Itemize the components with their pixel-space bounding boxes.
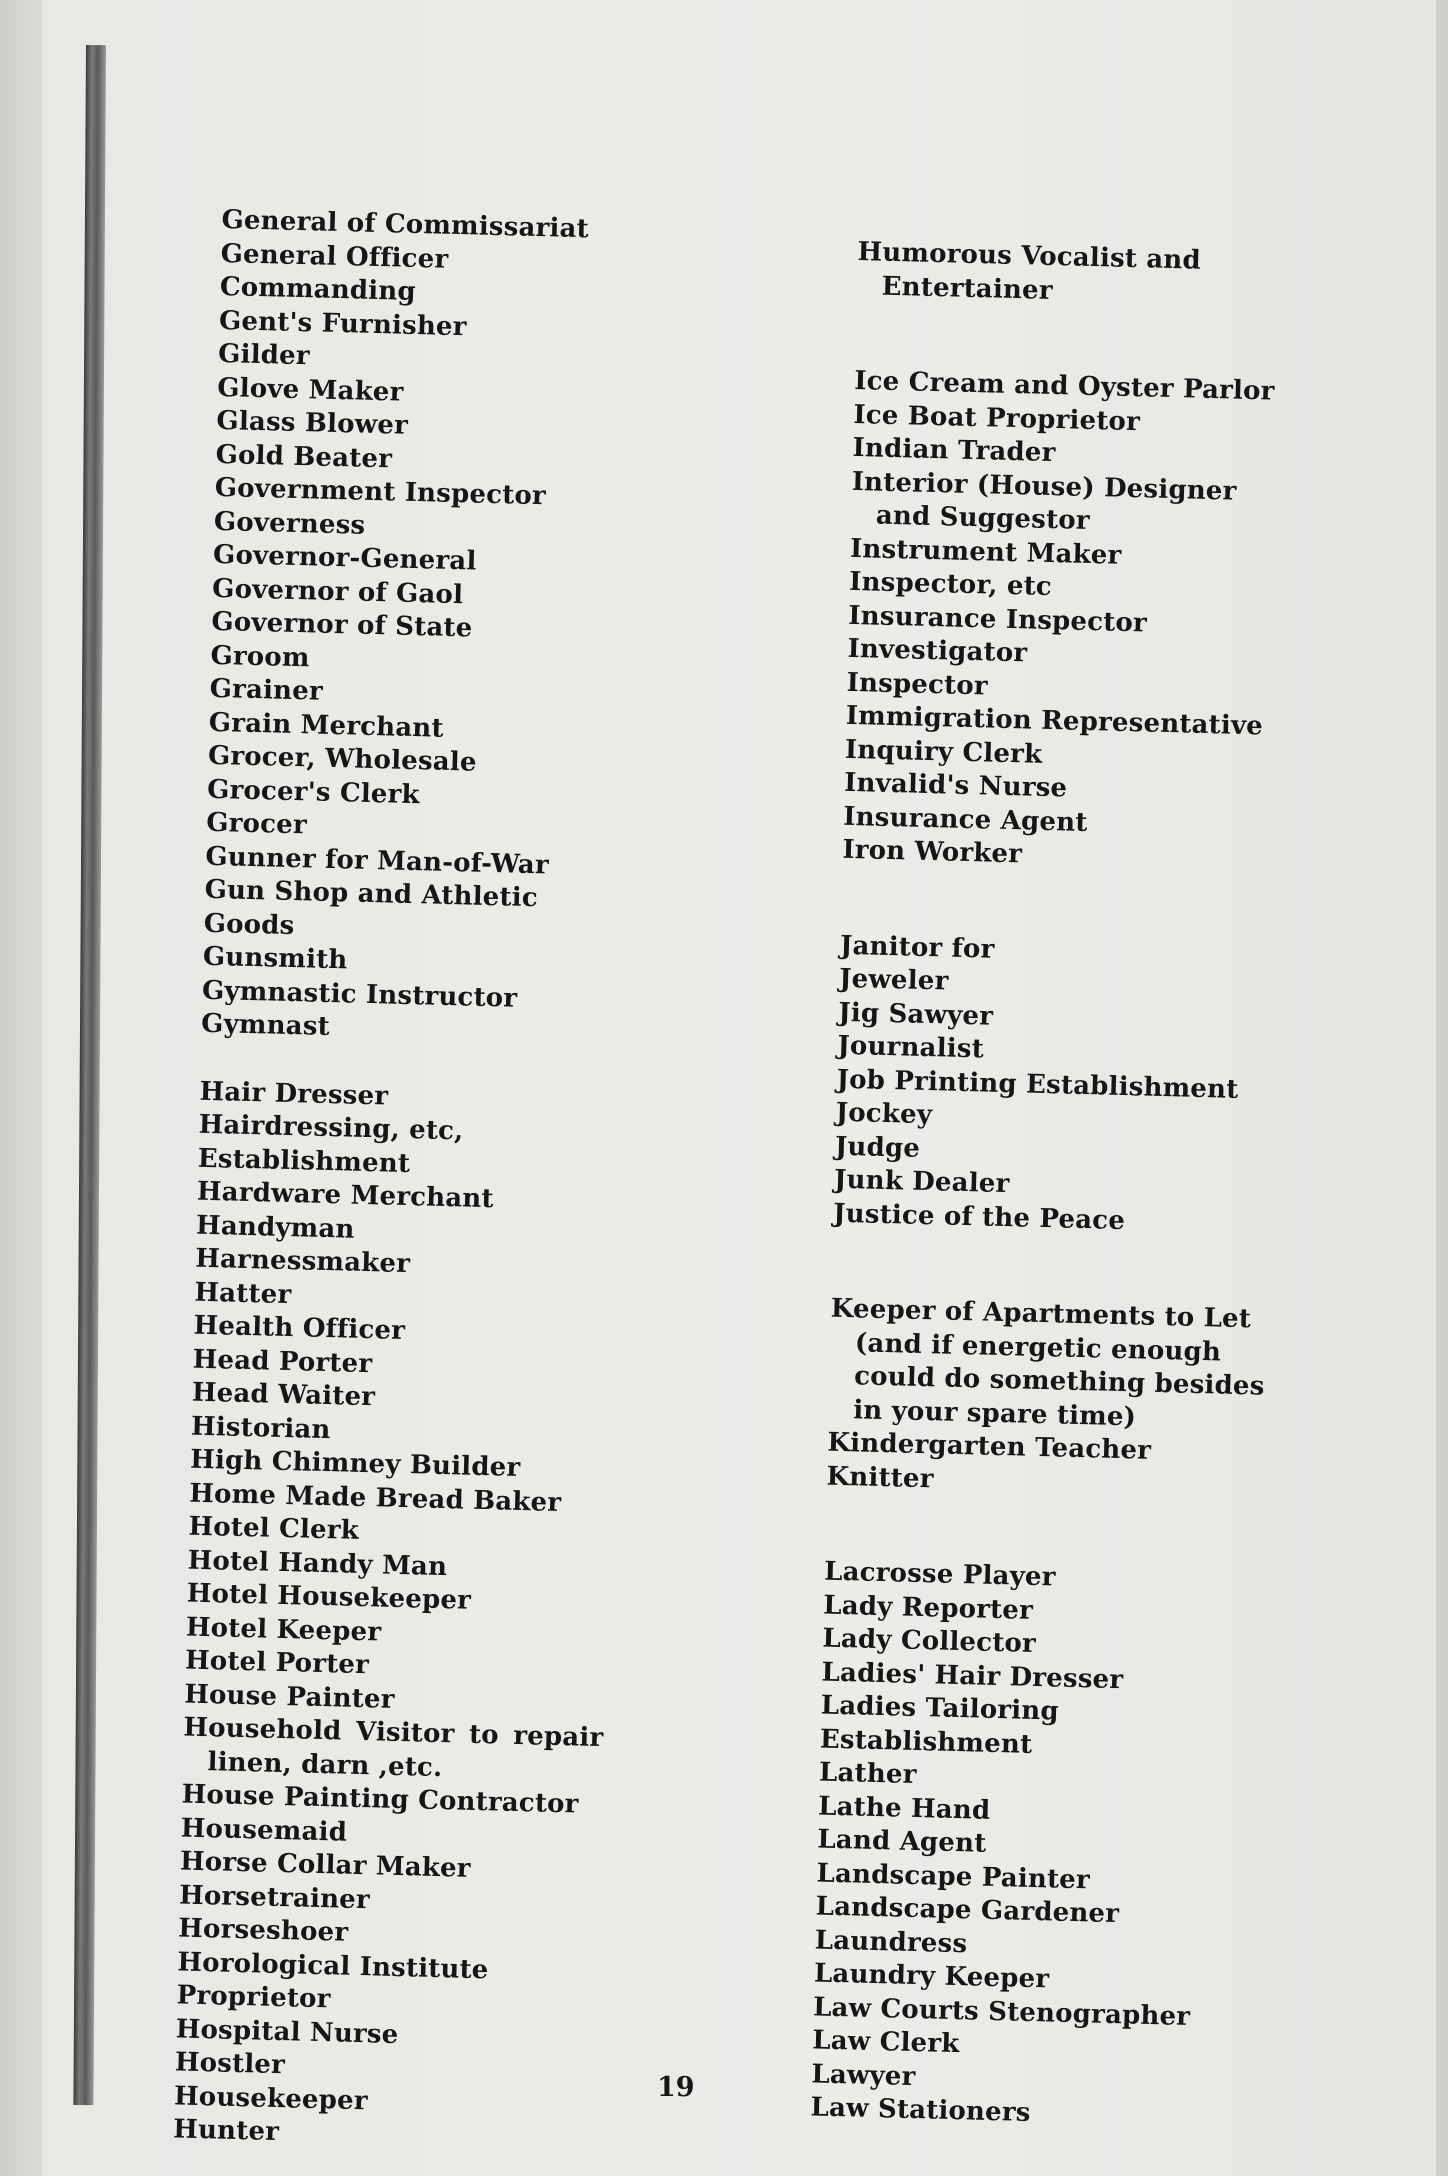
occupation-entry: Gilder xyxy=(217,338,311,372)
occupation-entry: Knitter xyxy=(826,1461,935,1494)
occupation-entry: Governor-General xyxy=(212,539,477,577)
occupation-entry: Hostler xyxy=(174,2047,286,2081)
occupation-entry: Law Stationers xyxy=(810,2092,1031,2128)
occupation-entry: Lathe Hand xyxy=(817,1791,991,1826)
occupation-entry: House Painter xyxy=(183,1679,395,1715)
occupation-entry: Judge xyxy=(834,1131,921,1164)
occupation-entry: Health Officer xyxy=(193,1310,406,1346)
occupation-entry: Grocer's Clerk xyxy=(206,774,421,810)
occupation-entry: Law Courts Stenographer xyxy=(812,1991,1191,2032)
occupation-entry: Governor of State xyxy=(211,606,473,644)
occupation-entry: Landscape Painter xyxy=(816,1857,1091,1895)
occupation-entry: Hardware Merchant xyxy=(196,1176,495,1215)
occupation-entry: Inspector, etc xyxy=(848,566,1053,603)
occupation-entry: Hotel Porter xyxy=(184,1645,370,1681)
occupation-entry: Hospital Nurse xyxy=(175,2013,399,2050)
occupation-entry: Lady Reporter xyxy=(822,1590,1034,1626)
occupation-entry: Gent's Furnisher xyxy=(218,305,468,342)
occupation-entry: Laundry Keeper xyxy=(813,1958,1050,1995)
occupation-entry: Grocer, Wholesale xyxy=(207,740,478,778)
occupation-entry: Glove Maker xyxy=(216,372,404,408)
section-gap xyxy=(840,867,1281,940)
occupation-entry: Humorous Vocalist and Entertainer xyxy=(857,236,1202,306)
occupation-entry: Insurance Inspector xyxy=(848,600,1148,638)
occupation-entry: Gold Beater xyxy=(215,439,393,474)
occupation-entry: Ladies' Hair Dresser xyxy=(821,1657,1124,1695)
occupation-entry: Horological Institute Proprietor xyxy=(176,1946,489,2015)
occupation-entry: Hotel Keeper xyxy=(185,1612,382,1647)
occupation-entry: Landscape Gardener xyxy=(815,1891,1120,1930)
occupation-entry: Investigator xyxy=(847,633,1028,669)
occupation-entry: General Officer Commanding xyxy=(219,238,449,307)
occupation-entry: General of Commissariat xyxy=(221,204,590,245)
occupation-entry: Lather xyxy=(818,1757,917,1790)
occupation-entry: Iron Worker xyxy=(842,834,1023,870)
occupation-entry: Inspector xyxy=(846,667,989,701)
occupation-entry: Kindergarten Teacher xyxy=(827,1427,1152,1466)
occupation-entry: Housemaid xyxy=(180,1812,348,1848)
occupation-entry: Home Made Bread Baker xyxy=(188,1478,562,1518)
occupation-entry: Ladies Tailoring Establishment xyxy=(819,1690,1060,1760)
occupation-entry: Grainer xyxy=(209,673,324,707)
occupation-list-right xyxy=(810,236,1298,2136)
occupation-entry: Gunner for Man-of-War xyxy=(205,841,550,880)
occupation-entry: Keeper of Apartments to Let (and if energetic enough could do something besides in your spare time) xyxy=(830,1293,1265,1432)
occupation-entry: Hair Dresser xyxy=(199,1076,389,1111)
occupation-entry: Ice Boat Proprietor xyxy=(853,399,1141,437)
occupation-entry: Lacrosse Player xyxy=(823,1556,1056,1593)
occupation-entry: Government Inspector xyxy=(214,472,547,512)
occupation-entry: High Chimney Builder xyxy=(189,1444,521,1483)
occupation-entry: Jig Sawyer xyxy=(837,997,994,1032)
section-gap xyxy=(825,1494,1266,1567)
occupation-entry: Head Waiter xyxy=(191,1377,376,1413)
occupation-entry: Grain Merchant xyxy=(208,707,445,744)
occupation-entry: Grocer xyxy=(205,807,308,841)
occupation-entry: Jockey xyxy=(835,1097,933,1131)
occupation-entry: Hairdressing, etc, Establishment xyxy=(197,1109,464,1179)
occupation-entry: House Painting Contractor xyxy=(181,1779,579,1820)
occupation-entry: Lawyer xyxy=(811,2058,916,2092)
occupation-entry: Gunsmith xyxy=(202,941,348,976)
occupation-entry: Janitor for xyxy=(839,930,995,965)
occupation-entry: Household Visitor to repair linen, darn ,etc. xyxy=(183,1712,604,1783)
occupation-entry: Land Agent xyxy=(817,1824,987,1859)
occupation-entry: Governess xyxy=(213,506,366,541)
occupation-entry: Job Printing Establishment xyxy=(836,1064,1239,1105)
occupation-entry: Glass Blower xyxy=(216,405,409,441)
occupation-entry: Hotel Housekeeper xyxy=(186,1578,472,1616)
occupation-entry: Laundress xyxy=(814,1924,968,1959)
occupation-entry: Immigration Representative xyxy=(845,700,1264,742)
section-gap xyxy=(855,303,1296,376)
occupation-entry: Inquiry Clerk xyxy=(844,734,1043,770)
occupation-entry: Gymnastic Instructor xyxy=(201,975,518,1014)
occupation-entry: Justice of the Peace xyxy=(832,1198,1126,1236)
occupation-entry: Handyman xyxy=(195,1210,355,1245)
occupation-entry: Horseshoer xyxy=(177,1913,349,1948)
occupation-entry: Gymnast xyxy=(200,1008,331,1042)
occupation-entry: Historian xyxy=(190,1411,331,1445)
occupation-entry: Ice Cream and Oyster Parlor xyxy=(853,365,1275,407)
binding-spine xyxy=(73,45,106,2105)
occupation-entry: Interior (House) Designer and Suggestor xyxy=(851,466,1237,536)
occupation-entry: Journalist xyxy=(837,1030,985,1065)
occupation-entry: Gun Shop and Athletic Goods xyxy=(203,874,539,941)
occupation-entry: Horsetrainer xyxy=(178,1879,371,1915)
occupation-entry: Jeweler xyxy=(838,963,949,997)
occupation-entry: Hotel Handy Man xyxy=(187,1545,448,1582)
occupation-entry: Insurance Agent xyxy=(842,801,1088,838)
page-gutter xyxy=(0,0,42,2176)
occupation-entry: Invalid's Nurse xyxy=(843,767,1068,804)
occupation-entry: Law Clerk xyxy=(811,2025,960,2060)
occupation-entry: Housekeeper xyxy=(173,2080,369,2116)
occupation-entry: Junk Dealer xyxy=(833,1164,1010,1200)
occupation-entry: Hunter xyxy=(172,2114,280,2148)
occupation-entry: Harnessmaker xyxy=(194,1243,411,1280)
section-gap xyxy=(831,1231,1272,1304)
page-number: 19 xyxy=(657,2072,695,2103)
occupation-list-left xyxy=(173,204,642,2158)
occupation-entry: Head Porter xyxy=(192,1344,373,1379)
occupation-entry: Instrument Maker xyxy=(849,533,1122,571)
occupation-entry: Governor of Gaol xyxy=(211,573,464,610)
page-edge xyxy=(1436,0,1448,2176)
occupation-entry: Horse Collar Maker xyxy=(179,1846,472,1884)
occupation-entry: Indian Trader xyxy=(852,432,1056,469)
occupation-entry: Hotel Clerk xyxy=(188,1511,360,1546)
occupation-entry: Groom xyxy=(210,640,311,673)
occupation-entry: Hatter xyxy=(194,1277,292,1310)
occupation-entry: Lady Collector xyxy=(822,1623,1037,1659)
